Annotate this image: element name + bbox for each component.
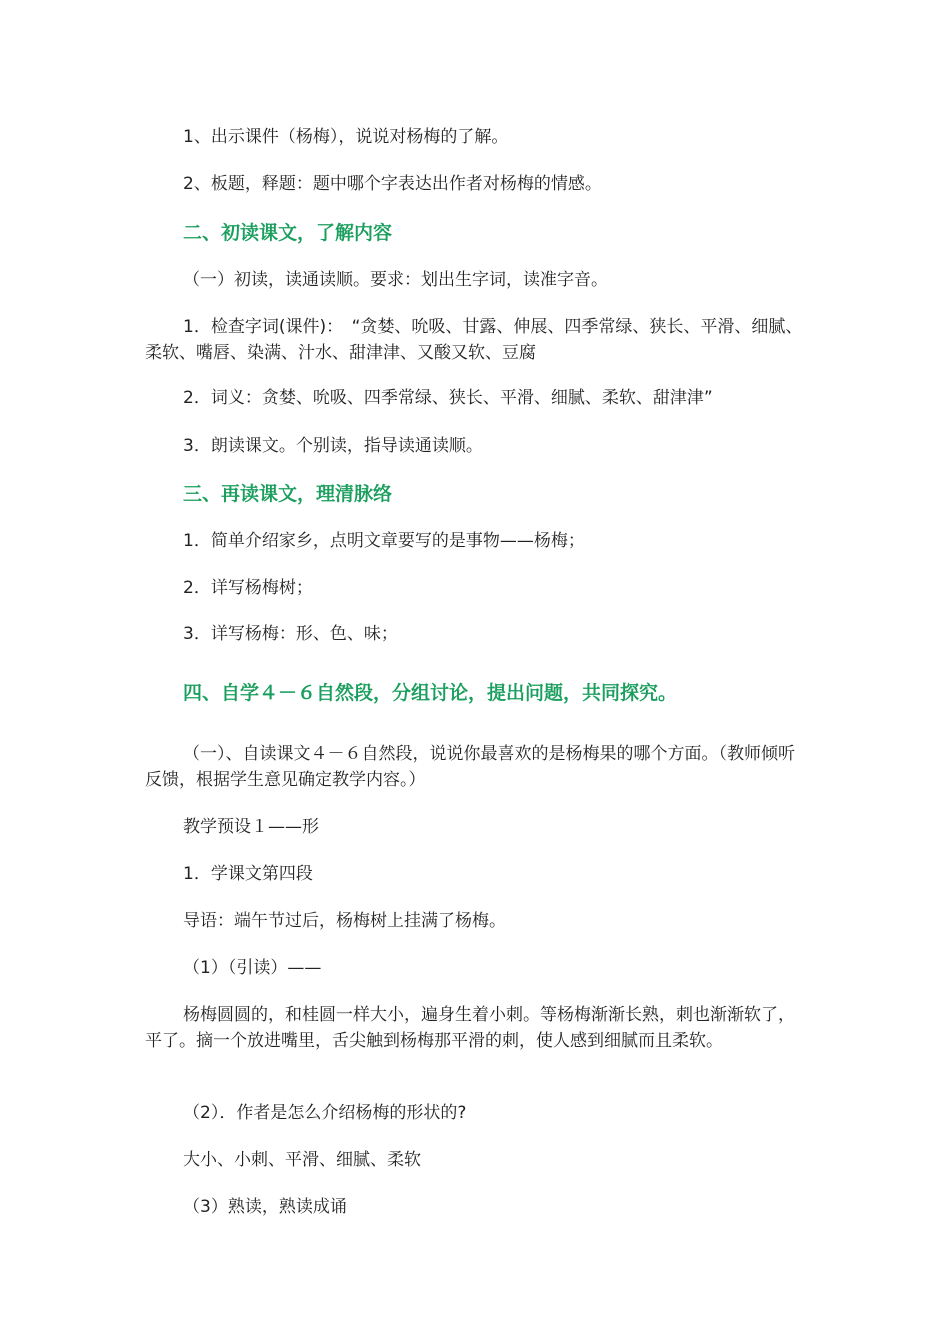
- paragraph-intro-2: 2、板题，释题：题中哪个字表达出作者对杨梅的情感。: [183, 174, 602, 194]
- paragraph-self-read: （一）、自读课文４－６自然段，说说你最喜欢的是杨梅果的哪个方面。（教师倾听反馈，根据学生意见确定教学内容。）: [145, 744, 795, 790]
- paragraph-outline-3: 3．详写杨梅：形、色、味；: [183, 624, 398, 644]
- paragraph-preset-shape: 教学预设１——形: [183, 817, 319, 837]
- paragraph-outline-2: 2．详写杨梅树；: [183, 578, 313, 598]
- paragraph-word-meanings: 2．词义：贪婪、吮吸、四季常绿、狭长、平滑、细腻、柔软、甜津津”: [183, 388, 713, 408]
- paragraph-question-shape: （2）．作者是怎么介绍杨梅的形状的?: [183, 1103, 467, 1123]
- paragraph-first-reading: （一）初读，读通读顺。要求：划出生字词，读准字音。: [183, 270, 608, 290]
- paragraph-read-aloud: 3．朗读课文。个别读，指导读通读顺。: [183, 436, 483, 456]
- section-heading-2: 二、初读课文，了解内容: [183, 222, 393, 244]
- paragraph-guided-read: （1）（引读）——: [183, 958, 322, 978]
- paragraph-study-4th: 1．学课文第四段: [183, 864, 313, 884]
- section-heading-3: 三、再读课文，理清脉络: [183, 483, 393, 505]
- paragraph-text-excerpt: 杨梅圆圆的，和桂圆一样大小，遍身生着小刺。等杨梅渐渐长熟，刺也渐渐软了，平了。摘一个放进嘴里，舌尖触到杨梅那平滑的刺，使人感到细腻而且柔软。: [145, 1005, 795, 1051]
- paragraph-keywords: 大小、小刺、平滑、细腻、柔软: [183, 1150, 421, 1170]
- paragraph-intro-1: 1、出示课件（杨梅），说说对杨梅的了解。: [183, 127, 509, 147]
- section-heading-4: 四、自学４－６自然段，分组讨论，提出问题，共同探究。: [183, 682, 678, 704]
- paragraph-check-words: 1．检查字词(课件)： “贪婪、吮吸、甘露、伸展、四季常绿、狭长、平滑、细腻、柔软、嘴唇、染满、汁水、甜津津、又酸又软、豆腐: [145, 317, 803, 363]
- paragraph-recite: （3）熟读，熟读成诵: [183, 1197, 347, 1217]
- paragraph-outline-1: 1．简单介绍家乡，点明文章要写的是事物——杨梅；: [183, 531, 585, 551]
- paragraph-lead-in: 导语：端午节过后，杨梅树上挂满了杨梅。: [183, 911, 506, 931]
